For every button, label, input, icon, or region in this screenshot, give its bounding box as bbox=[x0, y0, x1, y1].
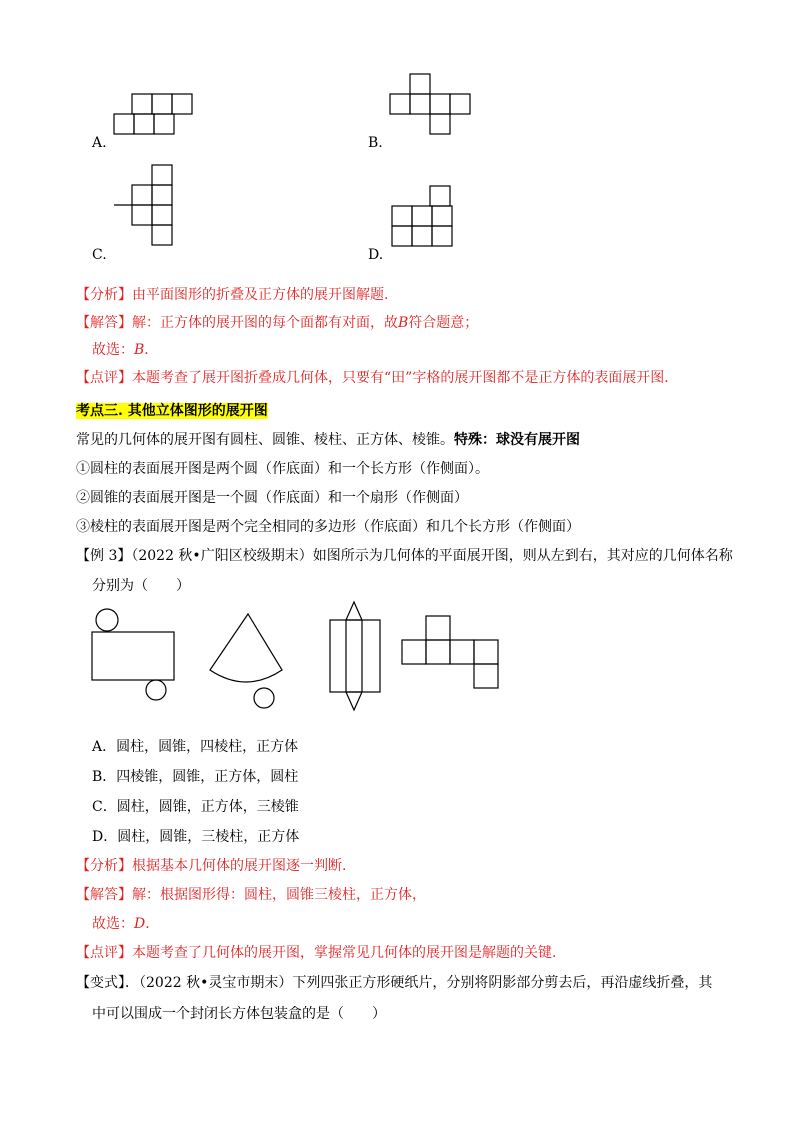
example3-option-a: A．圆柱，圆锥，四棱柱，正方体 bbox=[92, 739, 299, 755]
example3-option-b: B．四棱锥，圆锥，正方体，圆柱 bbox=[92, 769, 299, 785]
option-b-label: B. bbox=[368, 135, 383, 151]
example3-option-d: D．圆柱，圆锥，三棱柱，正方体 bbox=[92, 829, 300, 845]
net-figure-d bbox=[390, 184, 460, 248]
cone-net-figure bbox=[206, 612, 286, 710]
section-intro: 常见的几何体的展开图有圆柱、圆锥、棱柱、正方体、棱锥。特殊：球没有展开图 bbox=[76, 432, 580, 448]
net-figure-a bbox=[112, 92, 202, 134]
example3-analysis: 【分析】根据基本几何体的展开图逐一判断. bbox=[76, 858, 347, 874]
example3-comment: 【点评】本题考查了几何体的展开图，掌握常见几何体的展开图是解题的关键. bbox=[76, 945, 557, 961]
example3-stem-line2: 分别为（ ） bbox=[92, 578, 190, 594]
section-title: 考点三. 其他立体图形的展开图 bbox=[76, 403, 268, 419]
cylinder-net-figure bbox=[88, 606, 178, 702]
prev-comment: 【点评】本题考查了展开图折叠成几何体，只要有“田”字格的展开图都不是正方体的表面展开图. bbox=[76, 370, 669, 386]
option-d-label: D. bbox=[368, 247, 384, 263]
variant-line1: 【变式】．（2022 秋•灵宝市期末）下列四张正方形硬纸片，分别将阴影部分剪去后，再沿虚线折叠，其 bbox=[76, 975, 713, 991]
cube-net-figure bbox=[400, 614, 504, 692]
option-c-label: C. bbox=[92, 247, 107, 263]
net-figure-c bbox=[112, 163, 182, 249]
section-item-1: ①圆柱的表面展开图是两个圆（作底面）和一个长方形（作侧面）。 bbox=[76, 461, 489, 477]
prev-answer: 【解答】解：正方体的展开图的每个面都有对面，故B符合题意； bbox=[76, 315, 479, 331]
net-figure-b bbox=[388, 72, 478, 136]
prev-choice: 故选：B. bbox=[92, 342, 149, 358]
example3-answer: 【解答】解：根据图形得：圆柱，圆锥三棱柱，正方体， bbox=[76, 887, 426, 903]
variant-line2: 中可以围成一个封闭长方体包装盒的是（ ） bbox=[92, 1006, 386, 1022]
example3-option-c: C．圆柱，圆锥，正方体，三棱锥 bbox=[92, 799, 299, 815]
example3-choice: 故选：D. bbox=[92, 916, 150, 932]
prism-net-figure bbox=[326, 600, 384, 712]
option-a-label: A. bbox=[92, 135, 107, 151]
example3-stem-line1: 【例 3】（2022 秋•广阳区校级期末）如图所示为几何体的平面展开图，则从左到右，其对应的几何体名称 bbox=[76, 548, 733, 564]
section-item-3: ③棱柱的表面展开图是两个完全相同的多边形（作底面）和几个长方形（作侧面） bbox=[76, 519, 580, 535]
section-item-2: ②圆锥的表面展开图是一个圆（作底面）和一个扇形（作侧面） bbox=[76, 490, 468, 506]
prev-analysis: 【分析】由平面图形的折叠及正方体的展开图解题. bbox=[76, 287, 389, 303]
